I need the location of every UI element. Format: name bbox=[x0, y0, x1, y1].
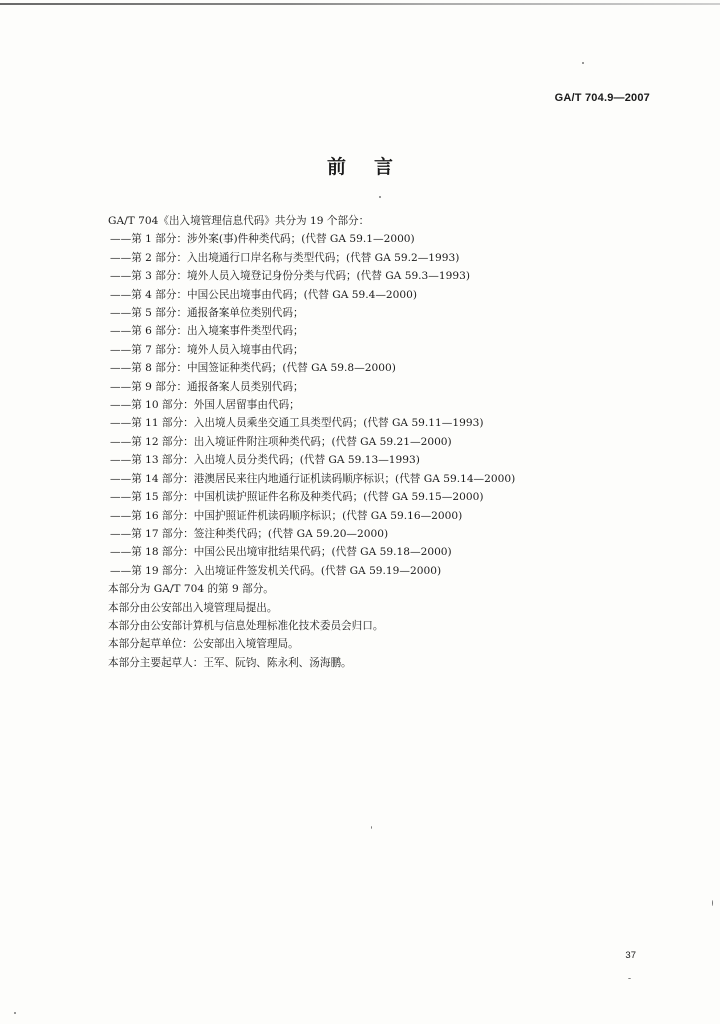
part-item: ——第 3 部分：境外人员入境登记身份分类与代码；(代替 GA 59.3—1993) bbox=[110, 270, 470, 283]
top-scan-rule bbox=[0, 3, 720, 5]
part-item: ——第 7 部分：境外人员入境事由代码； bbox=[110, 343, 304, 356]
part-item: ——第 14 部分：港澳居民来往内地通行证机读码顺序标识；(代替 GA 59.14—2000) bbox=[110, 472, 516, 485]
closing-line: 本部分起草单位：公安部出入境管理局。 bbox=[108, 638, 299, 651]
document-code: GA/T 704.9—2007 bbox=[554, 92, 650, 104]
part-item: ——第 13 部分：入出境人员分类代码；(代替 GA 59.13—1993) bbox=[110, 454, 420, 467]
intro-line: GA/T 704《出入境管理信息代码》共分为 19 个部分： bbox=[108, 215, 370, 227]
scan-speck bbox=[379, 196, 381, 198]
part-item: ——第 4 部分：中国公民出境事由代码；(代替 GA 59.4—2000) bbox=[110, 288, 418, 301]
scan-speck bbox=[628, 978, 631, 979]
scan-speck bbox=[371, 826, 372, 829]
page-number: 37 bbox=[625, 950, 636, 961]
part-item: ——第 15 部分：中国机读护照证件名称及种类代码；(代替 GA 59.15—2000) bbox=[110, 491, 484, 504]
part-item: ——第 12 部分：出入境证件附注项种类代码；(代替 GA 59.21—2000) bbox=[110, 435, 452, 448]
closing-line: 本部分主要起草人：王军、阮钧、陈永利、汤海鹏。 bbox=[108, 656, 352, 669]
part-item: ——第 1 部分：涉外案(事)件种类代码；(代替 GA 59.1—2000) bbox=[110, 233, 415, 246]
part-item: ——第 9 部分：通报备案人员类别代码； bbox=[110, 380, 304, 393]
foreword-body bbox=[108, 212, 668, 672]
scan-speck bbox=[712, 900, 713, 906]
part-item: ——第 10 部分：外国人居留事由代码； bbox=[110, 399, 300, 412]
scan-speck bbox=[582, 62, 584, 64]
part-item: ——第 8 部分：中国签证种类代码；(代替 GA 59.8—2000) bbox=[110, 362, 396, 375]
part-item: ——第 19 部分：入出境证件签发机关代码。(代替 GA 59.19—2000) bbox=[110, 564, 442, 577]
part-item: ——第 6 部分：出入境案事件类型代码； bbox=[110, 325, 304, 338]
scan-speck bbox=[14, 1012, 16, 1014]
part-item: ——第 5 部分：通报备案单位类别代码； bbox=[110, 307, 304, 320]
page-title: 前言 bbox=[326, 156, 421, 178]
part-item: ——第 11 部分：入出境人员乘坐交通工具类型代码；(代替 GA 59.11—1993) bbox=[110, 417, 484, 430]
part-item: ——第 18 部分：中国公民出境审批结果代码；(代替 GA 59.18—2000) bbox=[110, 546, 452, 559]
closing-line: 本部分由公安部计算机与信息处理标准化技术委员会归口。 bbox=[108, 619, 384, 632]
part-item: ——第 16 部分：中国护照证件机读码顺序标识；(代替 GA 59.16—2000) bbox=[110, 509, 463, 522]
closing-line: 本部分为 GA/T 704 的第 9 部分。 bbox=[108, 583, 274, 596]
closing-line: 本部分由公安部出入境管理局提出。 bbox=[108, 601, 278, 614]
part-item: ——第 17 部分：签注种类代码；(代替 GA 59.20—2000) bbox=[110, 527, 389, 540]
part-item: ——第 2 部分：入出境通行口岸名称与类型代码；(代替 GA 59.2—1993) bbox=[110, 251, 460, 264]
